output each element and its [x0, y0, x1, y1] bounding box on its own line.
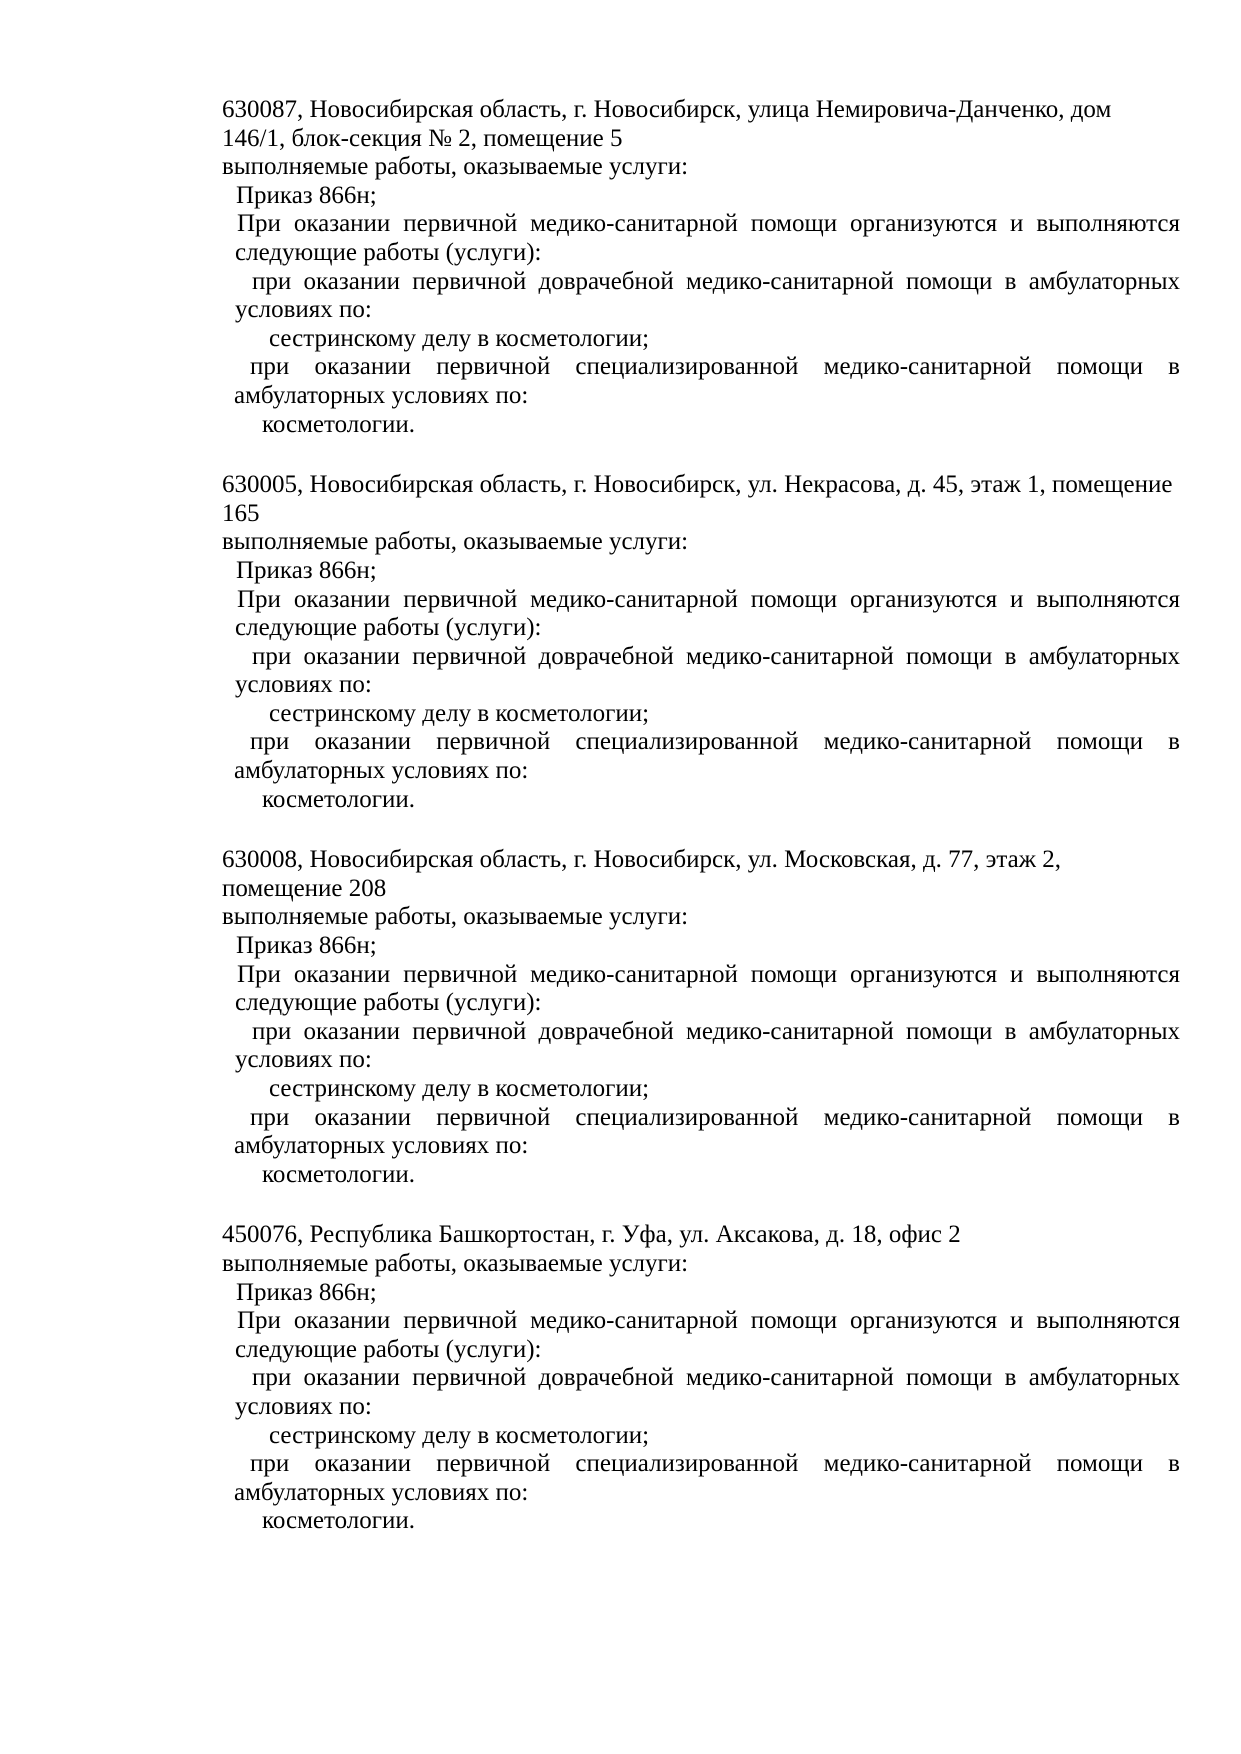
service-line: следующие работы (услуги): [235, 238, 542, 266]
services-label: выполняемые работы, оказываемые услуги: [222, 903, 689, 931]
address-line: 630008, Новосибирская область, г. Новосибирск, ул. Московская, д. 77, этаж 2, [222, 846, 1061, 874]
service-line: косметологии. [262, 785, 416, 813]
service-line: сестринскому делу в косметологии; [269, 699, 650, 727]
service-line: При оказании первичной медико-санитарной помощи организуются и выполняются [237, 1307, 1180, 1335]
order-reference: Приказ 866н; [236, 1278, 377, 1306]
service-line: при оказании первичной доврачебной медико-санитарной помощи в амбулаторных [252, 267, 1180, 295]
service-line: при оказании первичной доврачебной медико-санитарной помощи в амбулаторных [252, 642, 1180, 670]
service-line: сестринскому делу в косметологии; [269, 1421, 650, 1449]
service-line: при оказании первичной доврачебной медико-санитарной помощи в амбулаторных [252, 1017, 1180, 1045]
address-line: 450076, Республика Башкортостан, г. Уфа, ул. Аксакова, д. 18, офис 2 [222, 1221, 961, 1249]
service-line: сестринскому делу в косметологии; [269, 1075, 650, 1102]
services-label: выполняемые работы, оказываемые услуги: [222, 528, 689, 556]
services-label: выполняемые работы, оказываемые услуги: [222, 153, 689, 181]
service-line: косметологии. [262, 1507, 416, 1535]
service-line: амбулаторных условиях по: [234, 1478, 529, 1506]
address-line: помещение 208 [222, 874, 387, 902]
service-line: амбулаторных условиях по: [234, 381, 529, 409]
order-reference: Приказ 866н; [236, 556, 377, 584]
service-line: условиях по: [235, 296, 372, 324]
service-line: следующие работы (услуги): [235, 614, 542, 642]
address-line: 630005, Новосибирская область, г. Новосибирск, ул. Некрасова, д. 45, этаж 1, помещение [222, 471, 1173, 499]
license-address-block [222, 1221, 1180, 1536]
address-line: 146/1, блок-секция № 2, помещение 5 [222, 124, 623, 152]
service-line: при оказании первичной специализированной медико-санитарной помощи в [250, 353, 1180, 381]
service-line: условиях по: [235, 1392, 372, 1420]
order-reference: Приказ 866н; [236, 932, 377, 960]
service-line: при оказании первичной специализированной медико-санитарной помощи в [250, 1450, 1180, 1478]
service-line: амбулаторных условиях по: [234, 1132, 529, 1160]
license-address-block [222, 96, 1180, 439]
service-line: При оказании первичной медико-санитарной помощи организуются и выполняются [237, 585, 1180, 613]
service-line: следующие работы (услуги): [235, 989, 542, 1017]
address-line: 165 [222, 499, 260, 527]
service-line: При оказании первичной медико-санитарной помощи организуются и выполняются [237, 210, 1180, 238]
service-line: при оказании первичной специализированной медико-санитарной помощи в [250, 1103, 1180, 1131]
service-line: амбулаторных условиях по: [234, 757, 529, 785]
address-line: 630087, Новосибирская область, г. Новосибирск, улица Немировича-Данченко, дом [222, 96, 1112, 123]
services-label: выполняемые работы, оказываемые услуги: [222, 1249, 689, 1277]
service-line: условиях по: [235, 671, 372, 699]
service-line: При оказании первичной медико-санитарной помощи организуются и выполняются [237, 960, 1180, 988]
service-line: косметологии. [262, 1160, 416, 1188]
service-line: следующие работы (услуги): [235, 1335, 542, 1363]
license-address-block [222, 846, 1180, 1189]
service-line: сестринскому делу в косметологии; [269, 324, 650, 352]
service-line: условиях по: [235, 1046, 372, 1074]
service-line: при оказании первичной доврачебной медико-санитарной помощи в амбулаторных [252, 1364, 1180, 1392]
order-reference: Приказ 866н; [236, 181, 377, 209]
license-address-block [222, 471, 1180, 814]
service-line: косметологии. [262, 410, 416, 438]
service-line: при оказании первичной специализированной медико-санитарной помощи в [250, 728, 1180, 756]
